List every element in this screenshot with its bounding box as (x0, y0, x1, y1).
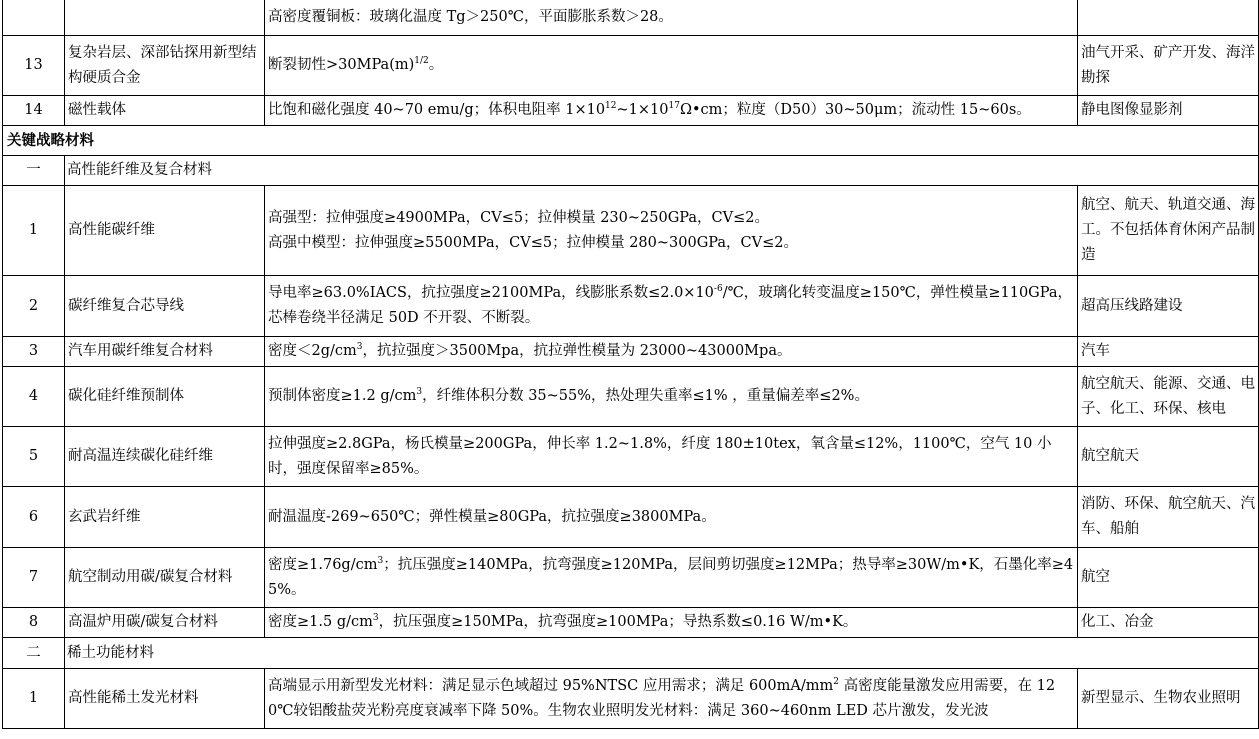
spec-text: 高密度覆铜板：玻璃化温度 Tg＞250℃，平面膨胀系数＞28。 (265, 0, 1078, 36)
row-number (3, 0, 65, 36)
table-row (3, 96, 1259, 126)
material-name: 碳纤维复合芯导线 (65, 276, 265, 337)
material-name: 航空制动用碳/碳复合材料 (65, 548, 265, 608)
table-row (3, 427, 1259, 487)
group-number: 二 (3, 638, 65, 669)
table-row (3, 276, 1259, 337)
table-row (3, 608, 1259, 638)
material-name: 复杂岩层、深部钻探用新型结构硬质合金 (65, 36, 265, 96)
group-heading: 高性能纤维及复合材料 (65, 156, 1259, 186)
application-text: 航空航天、能源、交通、电子、化工、环保、核电 (1078, 367, 1259, 427)
material-name: 高温炉用碳/碳复合材料 (65, 608, 265, 638)
spec-text: 拉伸强度≥2.8GPa，杨氏模量≥200GPa，伸长率 1.2~1.8%，纤度 180±10tex，氧含量≤12%，1100℃，空气 10 小时，强度保留率≥85%。 (265, 427, 1078, 487)
material-name: 玄武岩纤维 (65, 487, 265, 548)
section-heading: 关键战略材料 (3, 126, 1259, 156)
row-number: 5 (3, 427, 65, 487)
material-name (65, 0, 265, 36)
table-row (3, 487, 1259, 548)
spec-text: 导电率≥63.0%IACS，抗拉强度≥2100MPa，线膨胀系数$\le 2.0\times 10^{-6}/℃$，玻璃化转变温度≥150℃，弹性模量≥110GPa，芯棒卷绕半径满足 50D 不开裂、不断裂。 (265, 276, 1078, 337)
group-row (3, 156, 1259, 186)
application-text: 航空、航天、轨道交通、海工。不包括体育休闲产品制造 (1078, 186, 1259, 276)
group-row (3, 638, 1259, 669)
material-name: 磁性载体 (65, 96, 265, 126)
table-row (3, 669, 1259, 729)
material-name: 高性能稀土发光材料 (65, 669, 265, 729)
application-text (1078, 0, 1259, 36)
spec-text: 高端显示用新型发光材料：满足显示色域超过 95%NTSC 应用需求；满足 $600mA/mm^2$ 高密度能量激发应用需要，在 120℃较铝酸盐荧光粉亮度衰减率下降 50%。生物农业照明发光材料：满足 360~460nm LED 芯片激发，发光波 (265, 669, 1078, 729)
row-number: 1 (3, 186, 65, 276)
spec-text: 断裂韧性$>30MPa(m)^{1/2}$。 (265, 36, 1078, 96)
spec-text: 密度$\ge 1.76g/cm^3$；抗压强度≥140MPa，抗弯强度≥120MPa，层间剪切强度≥12MPa；热导率≥30W/m•K，石墨化率≥45%。 (265, 548, 1078, 608)
group-heading: 稀土功能材料 (65, 638, 1259, 669)
section-row (3, 126, 1259, 156)
spec-text: 预制体密度≥1.2 $g/cm^3$，纤维体积分数 35~55%，热处理失重率≤1% ，重量偏差率≤2%。 (265, 367, 1078, 427)
application-text: 航空 (1078, 548, 1259, 608)
application-text: 静电图像显影剂 (1078, 96, 1259, 126)
row-number: 3 (3, 337, 65, 367)
row-number: 14 (3, 96, 65, 126)
table-row (3, 337, 1259, 367)
row-number: 7 (3, 548, 65, 608)
table-row (3, 0, 1259, 36)
material-name: 碳化硅纤维预制体 (65, 367, 265, 427)
material-name: 高性能碳纤维 (65, 186, 265, 276)
spec-text: 比饱和磁化强度 40~70 emu/g；体积电阻率 $1\times 10^{12}\sim 1\times 10^{17}\Omega•cm$；粒度（D50）30~50μm；流动性 15~60s。 (265, 96, 1078, 126)
application-text: 油气开采、矿产开发、海洋勘探 (1078, 36, 1259, 96)
spec-text: 高强型：拉伸强度≥4900MPa，CV≤5；拉伸模量 230~250GPa，CV≤2。 高强中模型：拉伸强度≥5500MPa，CV≤5；拉伸模量 280~300GPa，CV≤2。 (265, 186, 1078, 276)
group-number: 一 (3, 156, 65, 186)
material-name: 汽车用碳纤维复合材料 (65, 337, 265, 367)
row-number: 8 (3, 608, 65, 638)
materials-table (2, 0, 1259, 729)
row-number: 2 (3, 276, 65, 337)
row-number: 4 (3, 367, 65, 427)
application-text: 新型显示、生物农业照明 (1078, 669, 1259, 729)
table-row (3, 186, 1259, 276)
application-text: 汽车 (1078, 337, 1259, 367)
application-text: 超高压线路建设 (1078, 276, 1259, 337)
table-row (3, 548, 1259, 608)
spec-text: 密度$<2g/cm^3$，抗拉强度＞3500Mpa，抗拉弹性模量为 23000~43000Mpa。 (265, 337, 1078, 367)
spec-text: 耐温温度-269~650℃；弹性模量≥80GPa，抗拉强度≥3800MPa。 (265, 487, 1078, 548)
row-number: 1 (3, 669, 65, 729)
spec-text: 密度≥1.5 $g/cm^3$，抗压强度≥150MPa，抗弯强度≥100MPa；导热系数≤0.16 W/m•K。 (265, 608, 1078, 638)
application-text: 消防、环保、航空航天、汽车、船舶 (1078, 487, 1259, 548)
application-text: 航空航天 (1078, 427, 1259, 487)
application-text: 化工、冶金 (1078, 608, 1259, 638)
material-name: 耐高温连续碳化硅纤维 (65, 427, 265, 487)
table-row (3, 36, 1259, 96)
row-number: 6 (3, 487, 65, 548)
row-number: 13 (3, 36, 65, 96)
table-row (3, 367, 1259, 427)
